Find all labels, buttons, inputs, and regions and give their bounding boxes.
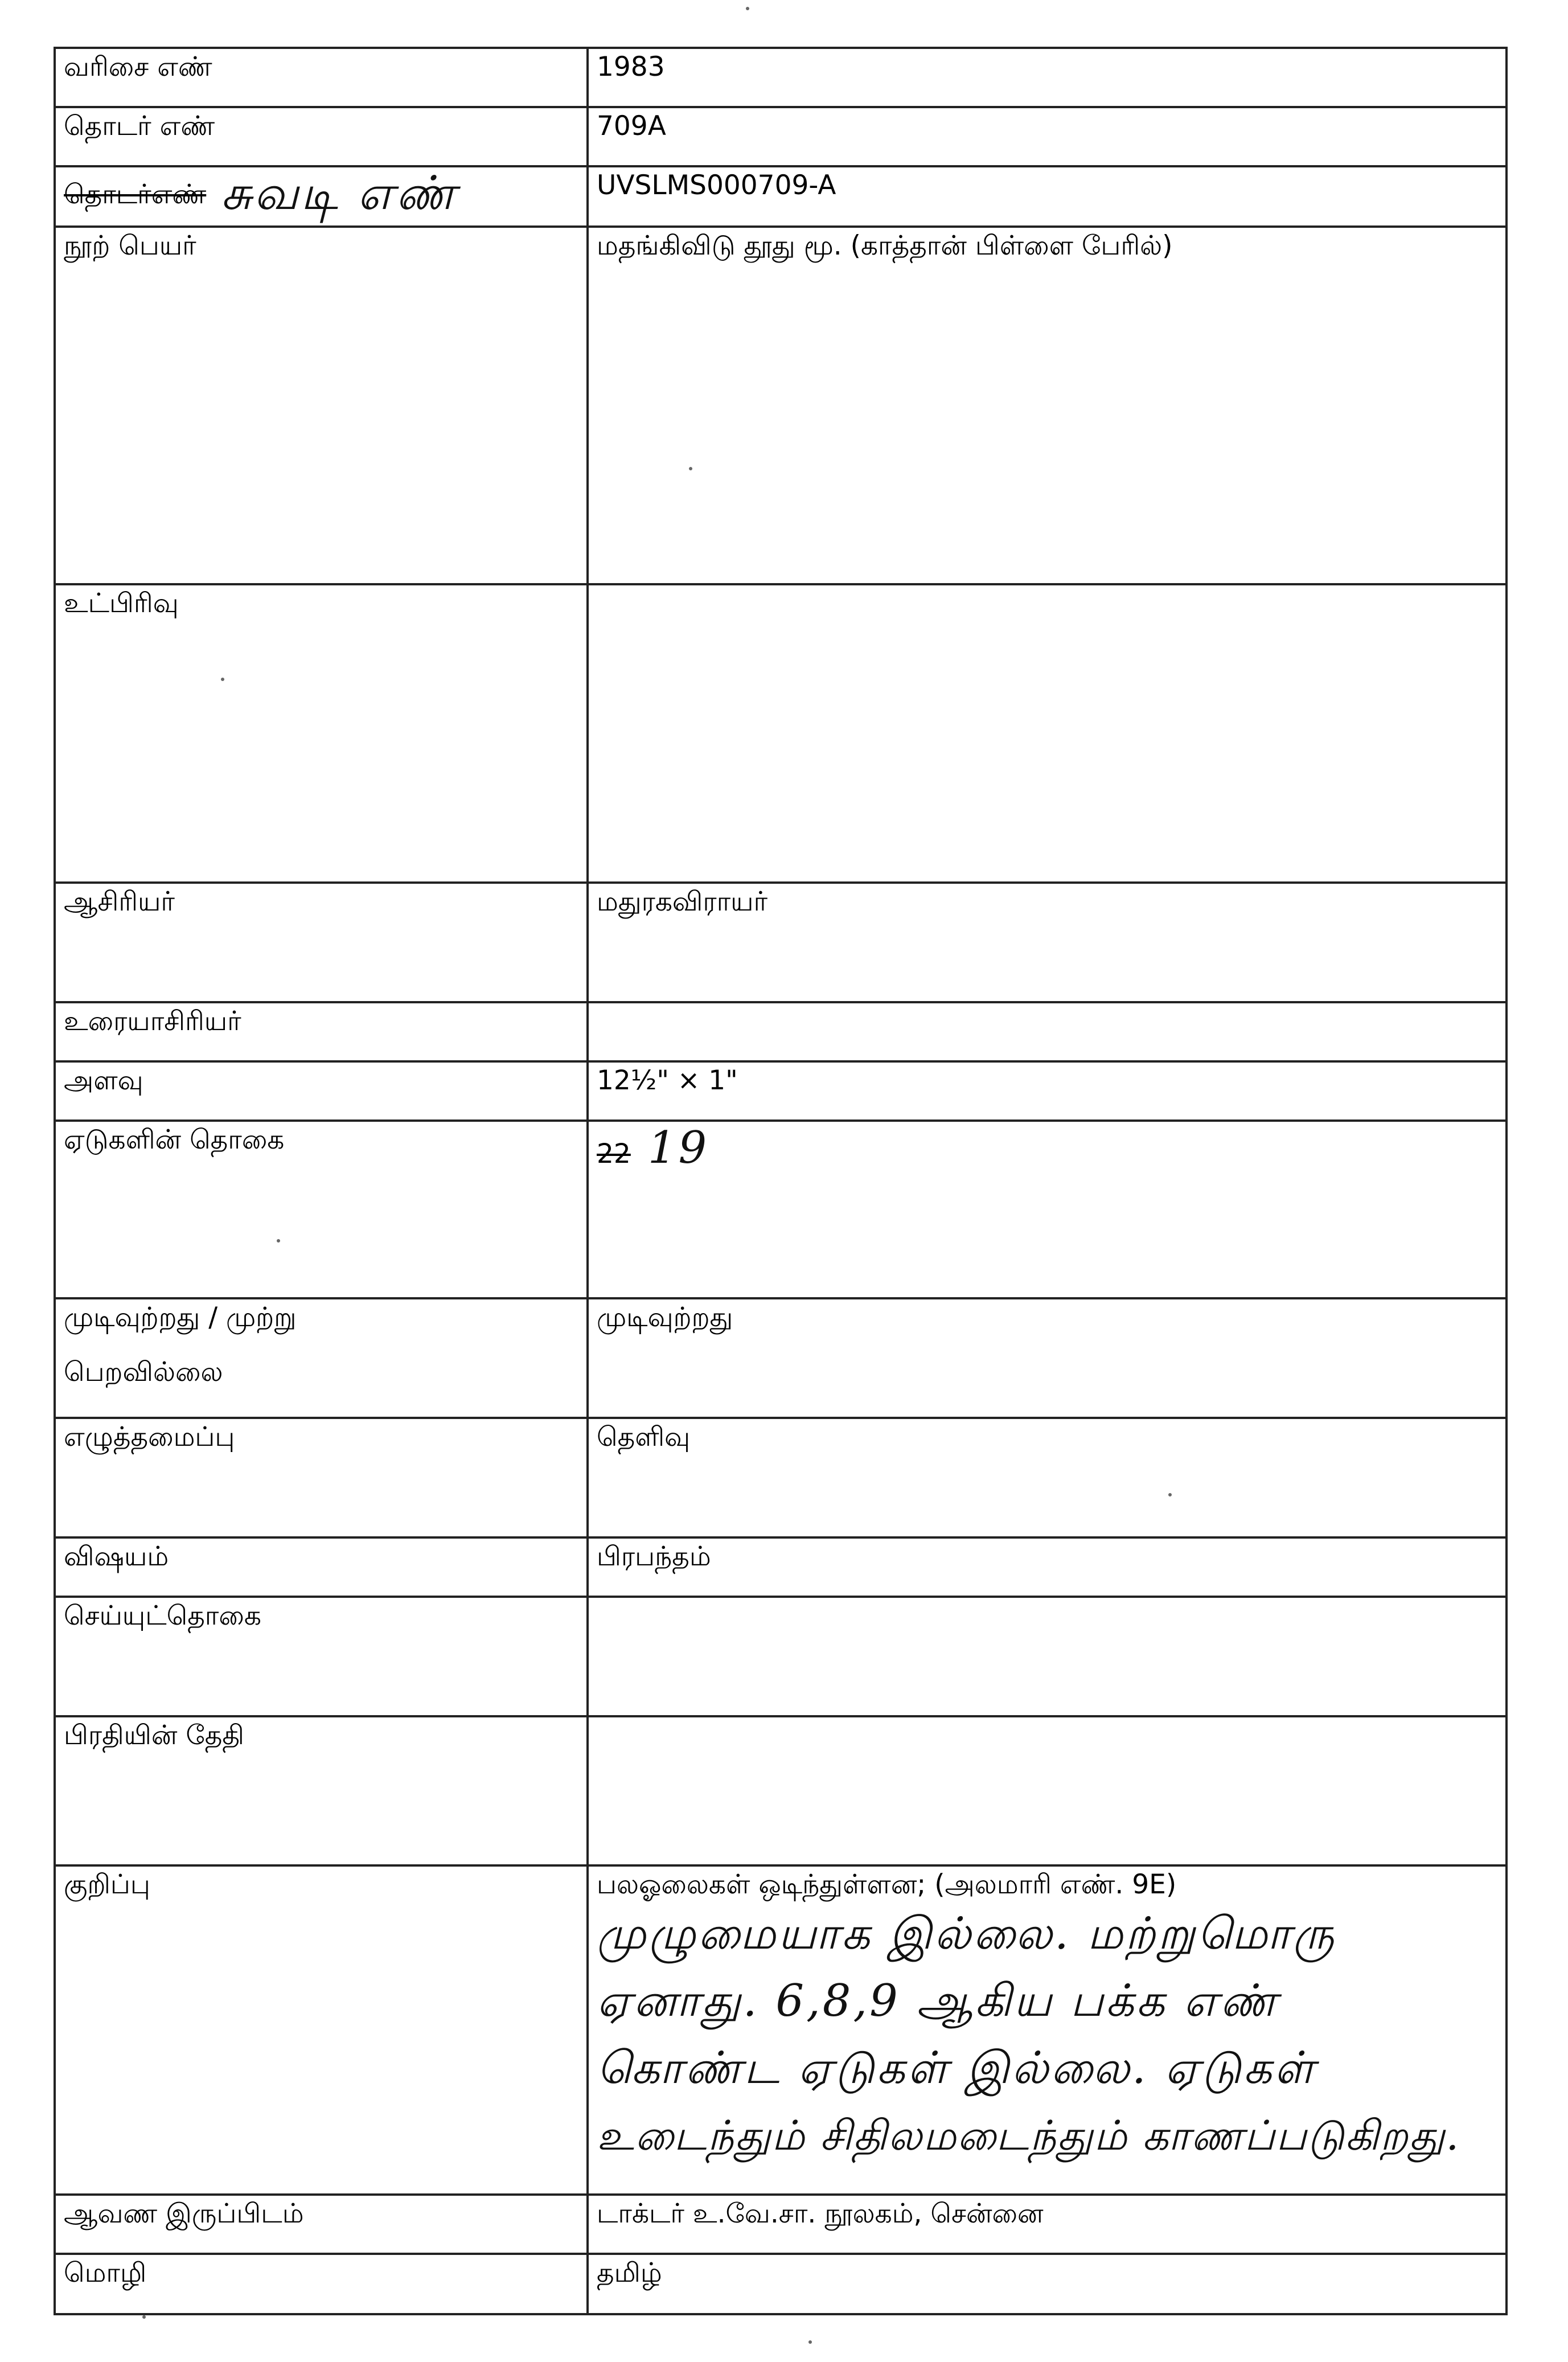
table-row: [55, 1597, 1507, 1716]
table-row: [55, 2195, 1507, 2254]
table-row: [55, 1537, 1507, 1597]
note-printed: பலஓலைகள் ஒடிந்துள்ளன; (அலமாரி எண். 9E): [597, 1869, 1177, 1900]
field-label-cell: [55, 166, 588, 227]
handwritten-label: சுவடி எண்: [221, 166, 458, 220]
field-value: மதுரகவிராயர்: [588, 883, 1507, 1002]
manuscript-record-table: [54, 47, 1508, 2315]
field-label: மொழி: [55, 2254, 588, 2314]
field-label-cell: [55, 1298, 588, 1418]
field-value-cell: [588, 1865, 1507, 2195]
field-value: [588, 584, 1507, 883]
field-label: செய்யுட்தொகை: [55, 1597, 588, 1716]
field-value: [588, 1716, 1507, 1865]
table-row: [55, 1418, 1507, 1537]
scan-speck: [277, 1239, 280, 1242]
label-line: முடிவுற்றது / முற்று: [64, 1302, 297, 1333]
field-value: தமிழ்: [588, 2254, 1507, 2314]
field-value: 1983: [588, 48, 1507, 107]
field-label: விஷயம்: [55, 1537, 588, 1597]
table-row: [55, 1002, 1507, 1061]
table-row: [55, 48, 1507, 107]
struck-label: தொடர்எண்: [64, 179, 207, 210]
field-value: 12½" × 1": [588, 1061, 1507, 1121]
field-value-cell: [588, 1121, 1507, 1298]
table-row: [55, 1121, 1507, 1298]
table-row: [55, 883, 1507, 1002]
table-row: [55, 2254, 1507, 2314]
field-label: ஏடுகளின் தொகை: [55, 1121, 588, 1298]
field-label: குறிப்பு: [55, 1865, 588, 2195]
handwritten-note-line: கொண்ட ஏடுகள் இல்லை. ஏடுகள்: [597, 2043, 1317, 2094]
table-row: [55, 107, 1507, 166]
table-row: [55, 1298, 1507, 1418]
field-label: ஆவண இருப்பிடம்: [55, 2195, 588, 2254]
field-label: எழுத்தமைப்பு: [55, 1418, 588, 1537]
field-label: உட்பிரிவு: [55, 584, 588, 883]
field-value: 709A: [588, 107, 1507, 166]
field-label: வரிசை எண்: [55, 48, 588, 107]
field-label: ஆசிரியர்: [55, 883, 588, 1002]
handwritten-note-line: ஏனாது. 6,8,9 ஆகிய பக்க எண்: [597, 1975, 1279, 2027]
table-row: [55, 1061, 1507, 1121]
field-value: டாக்டர் உ.வே.சா. நூலகம், சென்னை: [588, 2195, 1507, 2254]
table-row: [55, 584, 1507, 883]
scan-speck: [808, 2340, 812, 2344]
table-row: [55, 166, 1507, 227]
field-label: உரையாசிரியர்: [55, 1002, 588, 1061]
scan-speck: [689, 467, 692, 470]
scan-speck: [746, 7, 749, 10]
handwritten-value: 19: [647, 1122, 709, 1174]
field-value: முடிவுற்றது: [588, 1298, 1507, 1418]
table-row: [55, 1716, 1507, 1865]
field-value: மதங்கிவிடு தூது மூ. (காத்தான் பிள்ளை பேரில்): [588, 227, 1507, 584]
field-label: நூற் பெயர்: [55, 227, 588, 584]
table-row: [55, 227, 1507, 584]
label-line: பெறவில்லை: [64, 1356, 223, 1388]
field-value: [588, 1597, 1507, 1716]
scan-speck: [1168, 1493, 1172, 1496]
field-value: பிரபந்தம்: [588, 1537, 1507, 1597]
scan-speck: [142, 2315, 146, 2319]
handwritten-note-line: உடைந்தும் சிதிலமடைந்தும் காணப்படுகிறது.: [597, 2111, 1460, 2159]
field-label: பிரதியின் தேதி: [55, 1716, 588, 1865]
field-value: தெளிவு: [588, 1418, 1507, 1537]
field-label: அளவு: [55, 1061, 588, 1121]
field-value: UVSLMS000709-A: [588, 166, 1507, 227]
table-row: [55, 1865, 1507, 2195]
handwritten-note-line: முழுமையாக இல்லை. மற்றுமொரு: [597, 1908, 1337, 1959]
field-value: [588, 1002, 1507, 1061]
struck-value: 22: [597, 1138, 631, 1170]
field-label: தொடர் எண்: [55, 107, 588, 166]
scan-speck: [221, 678, 224, 681]
